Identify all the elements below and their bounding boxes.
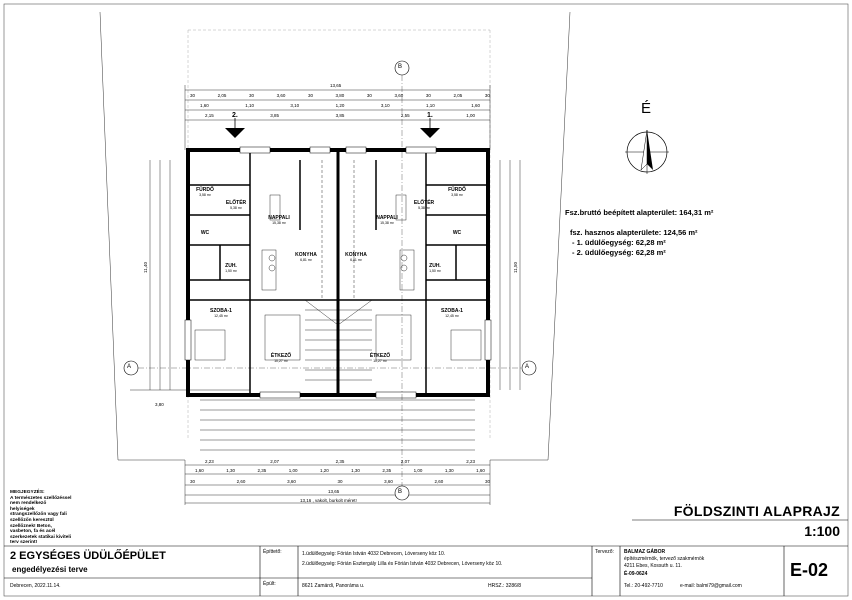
note-heading: MEGJEGYZÉS:	[10, 490, 45, 495]
dim-right-total: 11,50	[512, 262, 518, 273]
sheet-number: E-02	[790, 560, 829, 580]
drawing-title: FÖLDSZINTI ALAPRAJZ	[673, 503, 840, 519]
room-label: ELŐTÉR 5,38 m²	[225, 200, 247, 210]
room-label: KONYHA 6,81 m²	[295, 252, 317, 262]
dim-top-row3: 2,15 3,85 3,85 2,55 1,00	[205, 113, 475, 118]
designer-code: É-09-0624	[624, 571, 648, 577]
dim-top-total: 13,65	[330, 83, 342, 88]
area-unit1: - 1. üdülőegység: 62,28 m²	[572, 238, 666, 247]
designer-tel: Tel.: 20-492-7710	[624, 583, 663, 589]
axis-a-right-label: A	[525, 364, 530, 370]
general-note	[10, 490, 72, 546]
project-subtitle: engedélyezési terve	[12, 565, 88, 574]
axis-b-bottom-label: B	[398, 489, 403, 495]
dim-bottom-row3: 30 2,60 3,60 30 3,60 2,60 30	[190, 479, 490, 484]
dim-left-offset: 3,80	[155, 402, 164, 407]
room-label: ZUH. 1,50 m²	[429, 263, 441, 273]
designer-label: Tervező:	[595, 549, 614, 555]
designer-email: e-mail: balmi79@gmail.com	[680, 583, 742, 589]
dim-top-row2: 1,60 1,10 3,10 1,20 3,10 1,10 1,60	[200, 103, 480, 108]
drawing-scale: 1:100	[804, 523, 840, 539]
terrace	[200, 400, 475, 450]
dim-bottom-row2: 1,60 1,30 2,35 1,00 1,20 1,30 2,35 1,00 1,30 1,60	[195, 468, 485, 473]
hrsz: HRSZ.: 3286/8	[488, 583, 522, 589]
designer-line2: 4211 Ebes, Kossuth u. 11.	[624, 563, 682, 569]
section-marker-2	[225, 118, 245, 138]
area-unit2: - 2. üdülőegység: 62,28 m²	[572, 248, 666, 257]
room-label: FÜRDŐ 3,58 m²	[448, 187, 466, 197]
north-label: É	[641, 100, 652, 117]
room-label: ÉTKEZŐ 10,27 m²	[369, 353, 391, 363]
room-label: WC	[452, 230, 462, 236]
site-value: 8621 Zamárdi, Panoráma u.	[302, 583, 365, 589]
area-hasznos: fsz. hasznos alapterülete: 124,56 m²	[570, 228, 698, 237]
room-label: WC	[200, 230, 210, 236]
designer-name: BALMAZ GÁBOR	[624, 549, 666, 555]
north-arrow-icon	[625, 130, 669, 174]
room-label: ZUH. 1,50 m²	[225, 263, 237, 273]
room-label: SZOBA-1 12,45 m²	[210, 308, 232, 318]
place-date: Debrecen, 2022.11.14.	[10, 583, 61, 589]
note-body: A természetes szellőzéssel nem rendelkező helyiségek strangszellőzőn vagy fali szellőzőn keresztül szellőznek! Beton, vasbeton, fa és acél szerkezetek statikai kiviteli terv szerint!	[10, 495, 72, 546]
project-title: 2 EGYSÉGES ÜDÜLŐÉPÜLET	[10, 550, 166, 562]
room-label: NAPPALI 15,38 m²	[376, 215, 398, 225]
client-label: Építtető:	[263, 549, 282, 555]
area-brutto: Fsz.bruttó beépített alapterület: 164,31 m²	[565, 208, 714, 217]
dim-left-total: 11,40	[142, 262, 148, 273]
dim-top-row1: 30 2,05 30 3,60 30 3,80 30 3,60 30 2,05 30	[190, 93, 490, 98]
section-2-label: 2.	[232, 112, 238, 119]
section-marker-1	[420, 118, 440, 138]
section-1-label: 1.	[427, 112, 433, 119]
dim-bottom-total: 13,65	[328, 489, 340, 494]
room-label: NAPPALI 15,38 m²	[268, 215, 290, 225]
dim-bottom-note: 13,16 , vakolt, burkolt méret!	[300, 498, 357, 503]
axis-a-left-label: A	[127, 364, 132, 370]
room-label: KONYHA 6,81 m²	[345, 252, 367, 262]
designer-line1: építészmérnök, tervező szakmérnök	[624, 556, 705, 562]
room-label: ÉTKEZŐ 10,27 m²	[270, 353, 292, 363]
client-line2: 2.üdülőegység: Förián Esztergály Lilla és Förián István 4032 Debrecen, Lóverseny köz 10.	[302, 561, 503, 567]
axis-b-top-label: B	[398, 64, 403, 70]
dim-bottom-row1: 2,23 2,07 2,35 2,07 2,23	[205, 459, 475, 464]
room-label: SZOBA-1 12,45 m²	[441, 308, 463, 318]
client-line1: 1.üdülőegység: Förián István 4032 Debrecen, Lóverseny köz 10.	[302, 551, 446, 557]
site-label: Épült:	[263, 581, 276, 587]
room-label: FÜRDŐ 3,58 m²	[196, 187, 214, 197]
room-label: ELŐTÉR 5,38 m²	[413, 200, 435, 210]
